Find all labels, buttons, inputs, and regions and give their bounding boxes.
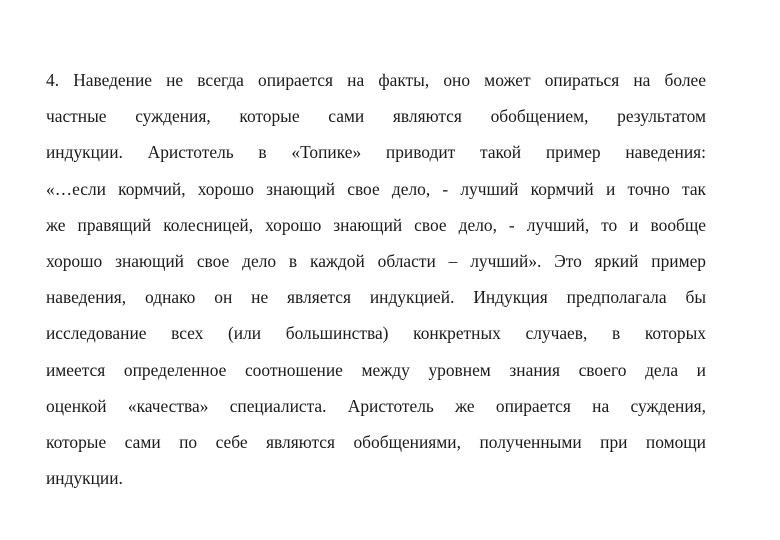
paragraph-line: индукции. [46,468,123,489]
paragraph-line: хорошо знающий свое дело в каждой области – лучший». Это яркий пример [46,250,706,271]
paragraph-line: которые сами по себе являются обобщениями, полученными при помощи [46,431,706,452]
paragraph-line: оценкой «качества» специалиста. Аристотель же опирается на суждения, [46,395,706,416]
paragraph-line: исследование всех (или большинства) конкретных случаев, в которых [46,323,706,344]
paragraph-line: имеется определенное соотношение между уровнем знания своего дела и [46,359,706,380]
paragraph-line: «…если кормчий, хорошо знающий свое дело, - лучший кормчий и точно так [46,178,706,199]
paragraph-4 [46,66,706,500]
paragraph-line: наведения, однако он не является индукцией. Индукция предполагала бы [46,287,706,308]
paragraph-line: индукции. Аристотель в «Топике» приводит такой пример наведения: [46,142,706,163]
paragraph-line: частные суждения, которые сами являются обобщением, результатом [46,106,706,127]
paragraph-line: же правящий колесницей, хорошо знающий свое дело, - лучший, то и вообще [46,214,706,235]
paragraph-line: 4. Наведение не всегда опирается на факты, оно может опираться на более [46,70,706,90]
